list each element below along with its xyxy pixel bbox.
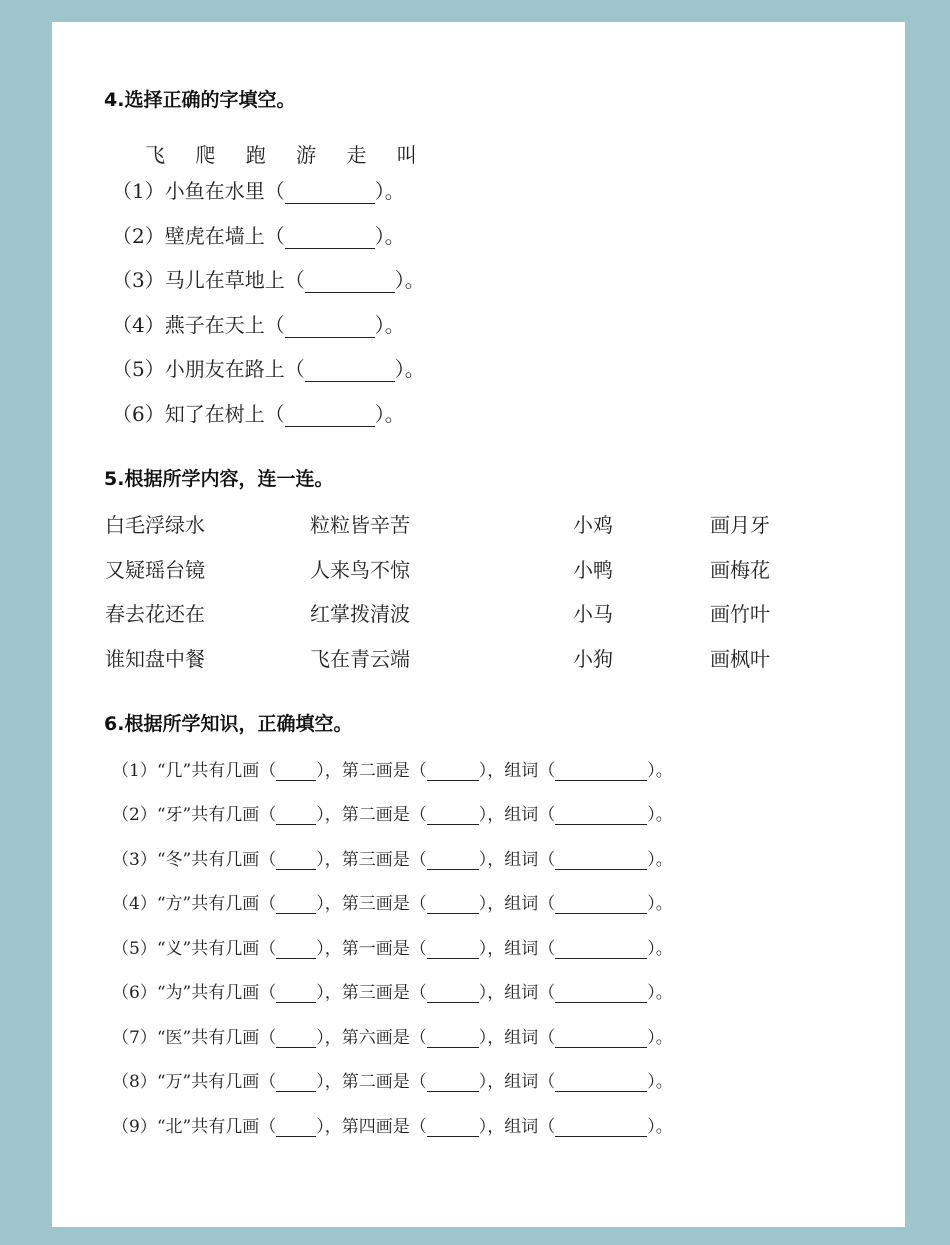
stroke-count-blank[interactable]: [276, 1028, 316, 1048]
item-text: ），组词（: [478, 805, 556, 825]
stroke-count-blank[interactable]: [276, 894, 316, 914]
stroke-blank[interactable]: [427, 850, 479, 870]
item-end: ）。: [374, 402, 405, 426]
item-text: 共有几画（: [191, 1072, 277, 1092]
stroke-question: [112, 845, 673, 870]
option-char: 走: [346, 143, 367, 167]
item-text: 共有几画（: [191, 983, 277, 1003]
item-number: （5）: [112, 939, 157, 959]
word-blank[interactable]: [555, 850, 647, 870]
match-item[interactable]: 飞在青云端: [310, 647, 410, 671]
word-blank[interactable]: [555, 939, 647, 959]
item-number: （5）: [112, 357, 165, 381]
stroke-question: [112, 756, 673, 781]
item-text: 小朋友在路上（: [164, 357, 305, 381]
answer-blank[interactable]: [285, 318, 375, 338]
item-end: ）。: [374, 313, 405, 337]
item-text: ），组词（: [478, 761, 556, 781]
item-text: 共有几画（: [191, 894, 277, 914]
item-text: ），组词（: [478, 939, 556, 959]
option-char: 爬: [195, 143, 216, 167]
match-item[interactable]: 红掌拨清波: [310, 602, 410, 626]
stroke-question: [112, 1067, 673, 1092]
stroke-count-blank[interactable]: [276, 805, 316, 825]
match-item[interactable]: 小马: [573, 602, 613, 626]
item-end: ）。: [647, 894, 673, 914]
fill-item: [112, 353, 425, 382]
stroke-count-blank[interactable]: [276, 939, 316, 959]
stroke-count-blank[interactable]: [276, 983, 316, 1003]
answer-blank[interactable]: [285, 229, 375, 249]
fill-item: [112, 220, 405, 249]
match-item[interactable]: 粒粒皆辛苦: [310, 513, 410, 537]
item-text: ），组词（: [478, 1117, 556, 1137]
match-item[interactable]: 又疑瑶台镜: [105, 558, 205, 582]
item-number: （3）: [112, 268, 165, 292]
item-char: “为”: [156, 983, 192, 1003]
item-text: ），组词（: [478, 894, 556, 914]
item-text: 共有几画（: [191, 761, 277, 781]
item-text: ），第三画是（: [316, 850, 427, 870]
item-text: 共有几画（: [191, 850, 277, 870]
item-end: ）。: [647, 939, 673, 959]
item-text: 知了在树上（: [164, 402, 285, 426]
match-item[interactable]: 白毛浮绿水: [105, 513, 205, 537]
option-char: 飞: [145, 143, 165, 167]
item-char: “北”: [156, 1117, 192, 1137]
item-char: “义”: [156, 939, 192, 959]
answer-blank[interactable]: [285, 407, 375, 427]
match-item[interactable]: 春去花还在: [105, 602, 205, 626]
stroke-question: [112, 1112, 673, 1137]
match-item[interactable]: 谁知盘中餐: [105, 647, 205, 671]
word-blank[interactable]: [555, 1117, 647, 1137]
item-end: ）。: [647, 1072, 673, 1092]
item-end: ）。: [374, 224, 405, 248]
item-text: ），第一画是（: [316, 939, 427, 959]
word-blank[interactable]: [555, 761, 647, 781]
word-blank[interactable]: [555, 1028, 647, 1048]
stroke-blank[interactable]: [427, 1028, 479, 1048]
item-text: ），组词（: [478, 1072, 556, 1092]
item-number: （8）: [112, 1072, 157, 1092]
item-end: ）。: [394, 357, 425, 381]
item-text: 马儿在草地上（: [164, 268, 305, 292]
item-text: ），第三画是（: [316, 894, 427, 914]
stroke-blank[interactable]: [427, 1117, 479, 1137]
stroke-blank[interactable]: [427, 1072, 479, 1092]
match-item[interactable]: 小狗: [573, 647, 613, 671]
item-char: “牙”: [156, 805, 192, 825]
stroke-question: [112, 889, 673, 914]
item-text: ），组词（: [478, 850, 556, 870]
item-char: “医”: [156, 1028, 192, 1048]
item-end: ）。: [647, 983, 673, 1003]
item-number: （9）: [112, 1117, 157, 1137]
stroke-blank[interactable]: [427, 939, 479, 959]
fill-item: [112, 264, 425, 293]
item-end: ）。: [647, 761, 673, 781]
item-text: ），第四画是（: [316, 1117, 427, 1137]
word-blank[interactable]: [555, 805, 647, 825]
section-5-title: 5.根据所学内容，连一连。: [104, 468, 334, 490]
item-char: “万”: [156, 1072, 192, 1092]
option-char: 游: [296, 143, 317, 167]
answer-blank[interactable]: [285, 184, 375, 204]
item-text: ），组词（: [478, 1028, 556, 1048]
option-char: 叫: [396, 143, 417, 167]
fill-item: [112, 309, 405, 338]
fill-item: [112, 175, 405, 204]
item-text: ），第二画是（: [316, 761, 427, 781]
section-6-title: 6.根据所学知识，正确填空。: [104, 713, 353, 735]
stroke-question: [112, 800, 673, 825]
item-number: （7）: [112, 1028, 157, 1048]
item-number: （2）: [112, 224, 165, 248]
item-text: 共有几画（: [191, 1028, 277, 1048]
match-item[interactable]: 小鸭: [573, 558, 613, 582]
item-end: ）。: [647, 1028, 673, 1048]
option-char: 跑: [245, 143, 266, 167]
item-number: （1）: [112, 761, 157, 781]
item-text: ），组词（: [478, 983, 556, 1003]
stroke-blank[interactable]: [427, 894, 479, 914]
item-end: ）。: [647, 850, 673, 870]
match-item[interactable]: 画枫叶: [710, 647, 770, 671]
match-item[interactable]: 画梅花: [710, 558, 770, 582]
stroke-blank[interactable]: [427, 761, 479, 781]
item-text: ），第三画是（: [316, 983, 427, 1003]
item-text: 壁虎在墙上（: [164, 224, 285, 248]
stroke-blank[interactable]: [427, 805, 479, 825]
stroke-question: [112, 978, 673, 1003]
item-char: “方”: [156, 894, 192, 914]
item-number: （6）: [112, 402, 165, 426]
item-number: （6）: [112, 983, 157, 1003]
match-item[interactable]: 人来鸟不惊: [310, 558, 410, 582]
item-number: （3）: [112, 850, 157, 870]
item-end: ）。: [394, 268, 425, 292]
stroke-count-blank[interactable]: [276, 1072, 316, 1092]
item-text: 共有几画（: [191, 1117, 277, 1137]
worksheet-page: [52, 22, 905, 1227]
word-blank[interactable]: [555, 983, 647, 1003]
item-end: ）。: [647, 1117, 673, 1137]
word-blank[interactable]: [555, 894, 647, 914]
character-options: [145, 139, 441, 168]
item-text: 燕子在天上（: [164, 313, 285, 337]
word-blank[interactable]: [555, 1072, 647, 1092]
answer-blank[interactable]: [305, 273, 395, 293]
match-item[interactable]: 画竹叶: [710, 602, 770, 626]
item-number: （4）: [112, 313, 165, 337]
match-item[interactable]: 画月牙: [710, 513, 770, 537]
stroke-blank[interactable]: [427, 983, 479, 1003]
item-end: ）。: [374, 179, 405, 203]
item-text: 共有几画（: [191, 805, 277, 825]
match-item[interactable]: 小鸡: [573, 513, 613, 537]
item-end: ）。: [647, 805, 673, 825]
answer-blank[interactable]: [305, 362, 395, 382]
item-number: （2）: [112, 805, 157, 825]
item-number: （1）: [112, 179, 165, 203]
stroke-count-blank[interactable]: [276, 1117, 316, 1137]
stroke-question: [112, 934, 673, 959]
stroke-count-blank[interactable]: [276, 761, 316, 781]
item-text: 共有几画（: [191, 939, 277, 959]
item-char: “冬”: [156, 850, 192, 870]
stroke-count-blank[interactable]: [276, 850, 316, 870]
item-number: （4）: [112, 894, 157, 914]
item-char: “几”: [156, 761, 192, 781]
item-text: ），第二画是（: [316, 805, 427, 825]
item-text: 小鱼在水里（: [164, 179, 285, 203]
section-4-title: 4.选择正确的字填空。: [104, 89, 296, 111]
item-text: ），第六画是（: [316, 1028, 427, 1048]
fill-item: [112, 398, 405, 427]
item-text: ），第二画是（: [316, 1072, 427, 1092]
stroke-question: [112, 1023, 673, 1048]
